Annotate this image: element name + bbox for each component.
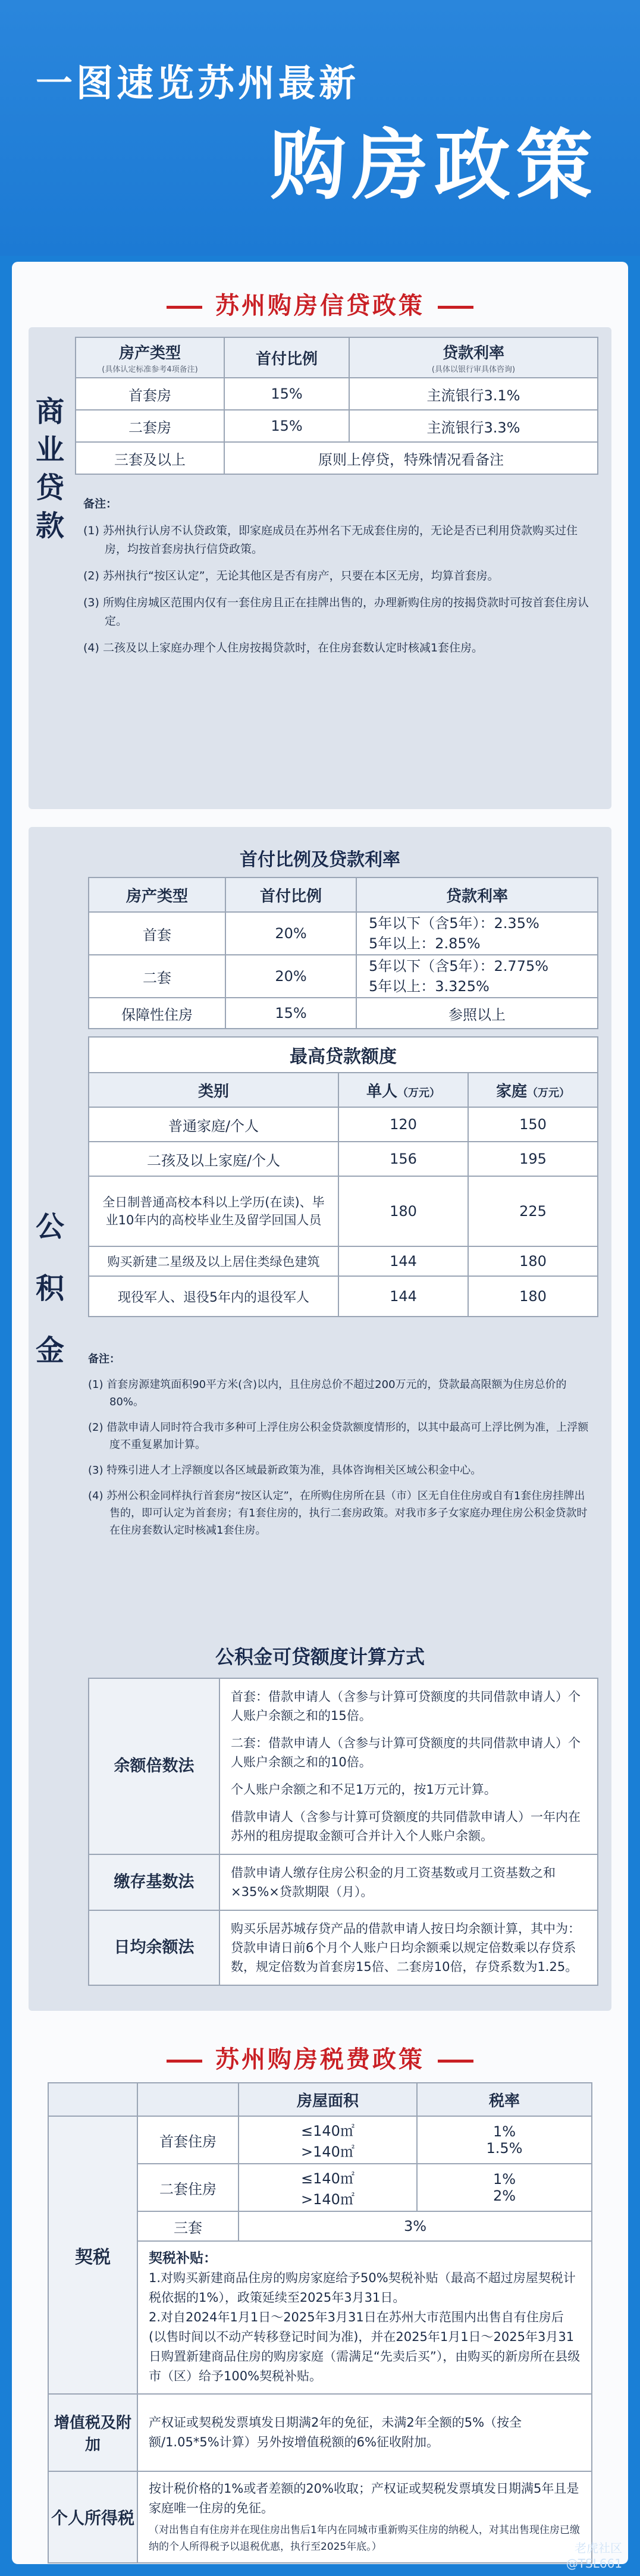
header-blank bbox=[48, 2083, 137, 2116]
cell-category: 现役军人、退役5年内的退役军人 bbox=[89, 1276, 338, 1317]
cell-type: 保障性住房 bbox=[89, 998, 225, 1029]
tax-table bbox=[48, 2082, 592, 2564]
note-item: (1) 苏州执行认房不认贷政策，即家庭成员在苏州名下无成套住房的，无论是否已利用贷款购买过住房，均按首套房执行信贷政策。 bbox=[83, 524, 578, 556]
policy-card bbox=[12, 262, 628, 2564]
fund-quota-table bbox=[88, 1036, 598, 1317]
cell-rate: 5年以下（含5年）：2.35% 5年以上：2.85% bbox=[356, 912, 598, 955]
cell-area: ≤140㎡ >140㎡ bbox=[239, 2164, 417, 2211]
fund-rate-table bbox=[88, 877, 598, 1029]
header-tax-rate: 税率 bbox=[417, 2083, 592, 2116]
label-char: 金 bbox=[35, 1334, 64, 1367]
calc-method-name: 余额倍数法 bbox=[89, 1678, 219, 1854]
table-row bbox=[48, 2394, 592, 2471]
header-blank bbox=[137, 2083, 239, 2116]
cell-type: 首套住房 bbox=[137, 2116, 239, 2164]
cell-type: 三套 bbox=[137, 2211, 239, 2241]
cell-rate: 3% bbox=[239, 2211, 592, 2241]
fund-notes bbox=[88, 1350, 594, 1539]
cell-single: 156 bbox=[338, 1142, 468, 1176]
cell-family: 150 bbox=[468, 1107, 598, 1142]
table-row bbox=[89, 1246, 598, 1276]
table-header-row bbox=[89, 1073, 598, 1107]
calc-method-name: 缴存基数法 bbox=[89, 1854, 219, 1910]
header-down-payment: 首付比例 bbox=[224, 337, 349, 378]
rate-block-title: 首付比例及贷款利率 bbox=[240, 850, 400, 870]
header-category: 类别 bbox=[89, 1073, 338, 1107]
calc-row bbox=[89, 1678, 598, 1854]
tax-section-title: 苏州购房税费政策 bbox=[12, 2041, 628, 2074]
cell-ratio: 15% bbox=[224, 410, 349, 442]
cell-category: 二孩及以上家庭/个人 bbox=[89, 1142, 338, 1176]
table-header-row bbox=[89, 878, 598, 912]
provident-fund-label bbox=[32, 1208, 68, 1370]
header-single: 单人（万元） bbox=[338, 1073, 468, 1107]
notes-heading: 备注： bbox=[88, 1353, 120, 1365]
cell-rate: 参照以上 bbox=[356, 998, 598, 1029]
table-title-row bbox=[89, 1037, 598, 1073]
table-header-row bbox=[48, 2083, 592, 2116]
table-row bbox=[89, 1142, 598, 1176]
label-char: 贷 bbox=[35, 471, 64, 504]
cell-ratio: 20% bbox=[225, 955, 356, 998]
credit-notes bbox=[83, 495, 595, 657]
cell-family: 180 bbox=[468, 1276, 598, 1317]
header-family: 家庭（万元） bbox=[468, 1073, 598, 1107]
cell-rate: 5年以下（含5年）：2.775% 5年以上：3.325% bbox=[356, 955, 598, 998]
table-row bbox=[89, 955, 598, 998]
label-char: 商 bbox=[35, 395, 64, 428]
vat-text: 产权证或契税发票填发日期满2年的免征，未满2年全额的5%（按全额/1.05*5%计算）另外按增值税额的6%征收附加。 bbox=[137, 2394, 592, 2471]
calc-row bbox=[89, 1910, 598, 1985]
deed-tax-label: 契税 bbox=[48, 2116, 137, 2394]
cell-category: 购买新建二星级及以上居住类绿色建筑 bbox=[89, 1246, 338, 1276]
quota-title: 最高贷款额度 bbox=[89, 1037, 598, 1073]
calc-method-desc: 购买乐居苏城存贷产品的借款申请人按日均余额计算，其中为：贷款申请日前6个月个人账户日均余额乘以规定倍数乘以存贷系数，规定倍数为首套房15倍、二套房10倍，存贷系数为1.25。 bbox=[219, 1910, 598, 1985]
calc-block-title: 公积金可贷额度计算方式 bbox=[215, 1646, 425, 1668]
calc-row bbox=[89, 1854, 598, 1910]
table-row bbox=[76, 378, 598, 410]
watermark-line1: 老虎社区 bbox=[575, 2541, 622, 2555]
cell-rate: 主流银行3.3% bbox=[349, 410, 598, 442]
cell-rate: 1% 1.5% bbox=[417, 2116, 592, 2164]
cell-type: 二套住房 bbox=[137, 2164, 239, 2211]
fund-calc-table bbox=[88, 1678, 598, 1986]
cell-type: 首套 bbox=[89, 912, 225, 955]
note-item: (3) 所购住房城区范围内仅有一套住房且正在挂牌出售的，办理新购住房的按揭贷款时可按首套住房认定。 bbox=[83, 596, 589, 628]
table-row bbox=[48, 2116, 592, 2164]
cell-single: 120 bbox=[338, 1107, 468, 1142]
note-item: (4) 二孩及以上家庭办理个人住房按揭贷款时，在住房套数认定时核减1套住房。 bbox=[83, 641, 484, 654]
table-row bbox=[89, 1107, 598, 1142]
table-row bbox=[48, 2471, 592, 2563]
cell-category: 全日制普通高校本科以上学历(在读)、毕业10年内的高校毕业生及留学回国人员 bbox=[89, 1176, 338, 1246]
commercial-loan-panel bbox=[29, 327, 611, 809]
credit-section-title: 苏州购房信贷政策 bbox=[12, 287, 628, 321]
watermark-line2: @TSL661 bbox=[566, 2556, 622, 2571]
pit-text: 按计税价格的1%或者差额的20%收取；产权证或契税发票填发日期满5年且是家庭唯一住房的免征。 （对出售自有住房并在现住房出售后1年内在同城市重新购买住房的纳税人，对其出售现住房已缴纳的个人所得税予以退税优惠，执行至2025年底。） bbox=[137, 2471, 592, 2563]
header-area: 房屋面积 bbox=[239, 2083, 417, 2116]
pit-label: 个人所得税 bbox=[48, 2471, 137, 2563]
vat-label: 增值税及附加 bbox=[48, 2394, 137, 2471]
table-row bbox=[76, 410, 598, 442]
commercial-loan-label bbox=[32, 393, 68, 545]
cell-single: 144 bbox=[338, 1276, 468, 1317]
note-item: (4) 苏州公积金同样执行首套房“按区认定”，在所购住房所在县（市）区无自住住房或自有1套住房挂牌出售的，即可认定为首套房；有1套住房的，执行二套房政策。对我市多子女家庭办理住房公积金贷款时在住房套数认定时核减1套住房。 bbox=[88, 1490, 588, 1537]
header-title-line2: 购房政策 bbox=[269, 121, 598, 210]
page-header bbox=[0, 0, 640, 256]
label-char: 公 bbox=[35, 1210, 64, 1243]
label-char: 款 bbox=[35, 509, 64, 543]
calc-method-name: 日均余额法 bbox=[89, 1910, 219, 1985]
cell-type: 二套房 bbox=[76, 410, 224, 442]
header-type: 房产类型 (具体认定标准参考4项备注) bbox=[76, 337, 224, 378]
note-item: (1) 首套房源建筑面积90平方米(含)以内，且住房总价不超过200万元的，贷款最高限额为住房总价的80%。 bbox=[88, 1378, 567, 1408]
cell-ratio: 15% bbox=[224, 378, 349, 410]
header-rate: 贷款利率 bbox=[356, 878, 598, 912]
cell-ratio: 20% bbox=[225, 912, 356, 955]
table-row bbox=[89, 1276, 598, 1317]
header-title-line1: 一图速览苏州最新 bbox=[36, 61, 360, 105]
table-row bbox=[89, 998, 598, 1029]
notes-heading: 备注： bbox=[83, 497, 118, 510]
note-item: (3) 特殊引进人才上浮额度以各区域最新政策为准，具体咨询相关区域公积金中心。 bbox=[88, 1464, 482, 1477]
note-item: (2) 苏州执行“按区认定”，无论其他区是否有房产，只要在本区无房，均算首套房。 bbox=[83, 569, 499, 582]
table-row bbox=[76, 442, 598, 474]
calc-method-desc: 首套：借款申请人（含参与计算可贷额度的共同借款申请人）个人账户余额之和的15倍。 二套：借款申请人（含参与计算可贷额度的共同借款申请人）个人账户余额之和的10倍。 个人账户余额之和不足1万元的，按1万元计算。 借款申请人（含参与计算可贷额度的共同借款申请人）一年内在苏州的租房提取金额可合并计入个人账户余额。 bbox=[219, 1678, 598, 1854]
cell-ratio: 15% bbox=[225, 998, 356, 1029]
cell-type: 二套 bbox=[89, 955, 225, 998]
cell-family: 225 bbox=[468, 1176, 598, 1246]
header-rate: 贷款利率 (具体以银行审具体咨询) bbox=[349, 337, 598, 378]
cell-note: 原则上停贷，特殊情况看备注 bbox=[224, 442, 598, 474]
cell-type: 首套房 bbox=[76, 378, 224, 410]
provident-fund-panel bbox=[29, 827, 611, 2011]
table-header-row bbox=[76, 337, 598, 378]
cell-category: 普通家庭/个人 bbox=[89, 1107, 338, 1142]
note-item: (2) 借款申请人同时符合我市多种可上浮住房公积金贷款额度情形的，以其中最高可上浮比例为准，上浮额度不重复累加计算。 bbox=[88, 1421, 589, 1451]
deed-subsidy: 契税补贴： 1.对购买新建商品住房的购房家庭给予50%契税补贴（最高不超过房屋契税计税依据的1%），政策延续至2025年3月31日。 2.对自2024年1月1日～2025年3月31日在苏州大市范围内出售自有住房后(以售时间以不动产转移登记时间为准)，并在2025年1月1日～2025年3月31日购置新建商品住房的购房家庭（需满足“先卖后买”），由购买的新房所在县级市（区）给予100%契税补贴。 bbox=[137, 2241, 592, 2394]
cell-area: ≤140㎡ >140㎡ bbox=[239, 2116, 417, 2164]
cell-family: 195 bbox=[468, 1142, 598, 1176]
cell-type: 三套及以上 bbox=[76, 442, 224, 474]
cell-rate: 1% 2% bbox=[417, 2164, 592, 2211]
watermark bbox=[566, 2540, 622, 2571]
header-ratio: 首付比例 bbox=[225, 878, 356, 912]
label-char: 积 bbox=[35, 1272, 64, 1305]
cell-rate: 主流银行3.1% bbox=[349, 378, 598, 410]
label-char: 业 bbox=[35, 433, 64, 466]
credit-table bbox=[75, 337, 598, 475]
cell-single: 180 bbox=[338, 1176, 468, 1246]
header-type: 房产类型 bbox=[89, 878, 225, 912]
cell-family: 180 bbox=[468, 1246, 598, 1276]
calc-method-desc: 借款申请人缴存住房公积金的月工资基数或月工资基数之和×35%×贷款期限（月）。 bbox=[219, 1854, 598, 1910]
table-row bbox=[89, 1176, 598, 1246]
table-row bbox=[89, 912, 598, 955]
cell-single: 144 bbox=[338, 1246, 468, 1276]
